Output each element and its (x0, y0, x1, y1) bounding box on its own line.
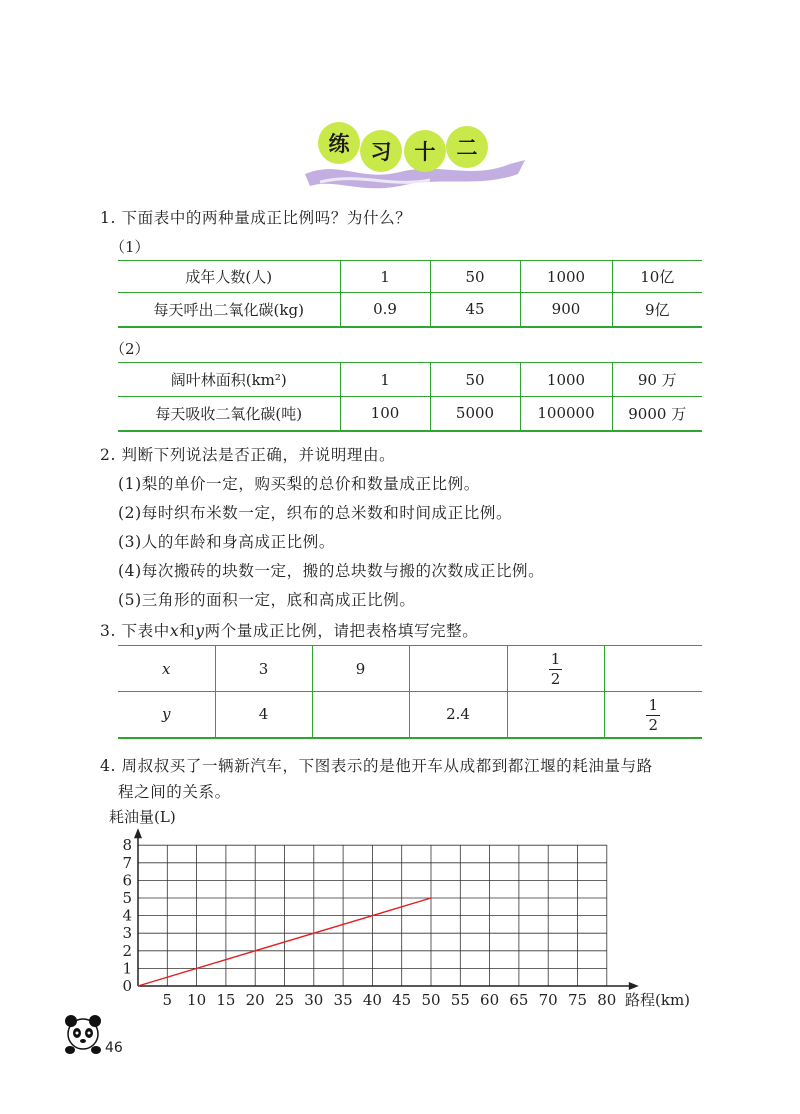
x-axis-label: 路程(km) (625, 991, 691, 1009)
table-cell (604, 692, 702, 738)
table-cell: 100 (340, 397, 430, 431)
table-cell: 900 (520, 293, 612, 327)
y-tick-label: 3 (122, 924, 132, 943)
table-cell: 4 (215, 692, 312, 738)
x-tick-label: 70 (538, 991, 558, 1009)
fraction-one-half: $\frac{1}{2}$ (550, 650, 561, 688)
table-cell: 0.9 (340, 293, 430, 327)
x-tick-label: 65 (509, 991, 529, 1009)
title-char: 练 (318, 122, 360, 164)
table-row (118, 397, 702, 431)
title-char: 十 (404, 130, 446, 172)
table-cell: 2.4 (409, 692, 507, 738)
chart-axes (134, 828, 639, 990)
fraction-one-half: $\frac{1}{2}$ (648, 695, 659, 734)
table-cell: 每天吸收二氧化碳(吨) (118, 397, 340, 431)
page-number: 46 (105, 1040, 123, 1056)
y-tick-label: 5 (122, 889, 132, 907)
table-cell (507, 692, 604, 738)
question-3-table (118, 645, 702, 739)
table-cell: 5000 (430, 397, 520, 431)
table-cell (312, 692, 409, 738)
table-cell: 1 (340, 261, 430, 293)
table-cell: 成年人数(人) (118, 261, 340, 293)
y-tick-label: 8 (122, 836, 132, 855)
question-1-table-1 (118, 260, 702, 328)
y-tick-label: 7 (122, 853, 132, 872)
x-tick-label: 75 (567, 991, 588, 1009)
title-char: 二 (446, 126, 488, 168)
x-tick-label: 60 (480, 991, 500, 1009)
y-tick-label: 1 (122, 959, 132, 978)
table-cell: 90 万 (612, 363, 702, 397)
y-axis-label: 耗油量(L) (109, 808, 176, 826)
question-2-item: (2)每时织布米数一定，织布的总米数和时间成正比例。 (118, 504, 513, 522)
question-1-table-2 (118, 362, 702, 432)
fuel-distance-chart (95, 800, 715, 1020)
x-tick-label: 80 (597, 991, 617, 1009)
table-cell (409, 646, 507, 692)
table-cell: x (118, 646, 215, 692)
table-cell (604, 646, 702, 692)
x-tick-label: 30 (304, 991, 324, 1009)
table-cell: y (118, 692, 215, 738)
table-cell: 100000 (520, 397, 612, 431)
question-1-part-2-label: （2） (110, 340, 150, 358)
question-2-item: (3)人的年龄和身高成正比例。 (118, 533, 335, 551)
table-row (118, 646, 702, 692)
table-cell: 3 (215, 646, 312, 692)
x-tick-label: 10 (187, 991, 207, 1009)
y-axis-arrow (134, 828, 142, 838)
table-cell: 1000 (520, 363, 612, 397)
question-2-text: 2. 判断下列说法是否正确，并说明理由。 (100, 446, 396, 464)
x-tick-label: 25 (274, 991, 295, 1009)
table-row (118, 261, 702, 293)
title-banner (300, 112, 530, 192)
y-tick-label: 6 (122, 871, 132, 890)
x-tick-label: 35 (333, 991, 353, 1009)
y-tick-label: 4 (122, 906, 132, 925)
table-cell: 9 (312, 646, 409, 692)
x-tick-label: 5 (162, 991, 173, 1009)
table-cell: 9000 万 (612, 397, 702, 431)
table-cell: 1000 (520, 261, 612, 293)
x-tick-label: 40 (362, 991, 382, 1009)
question-1-text: 1. 下面表中的两种量成正比例吗？为什么？ (100, 209, 412, 227)
x-tick-label: 45 (392, 991, 412, 1009)
table-row (118, 363, 702, 397)
y-tick-label: 2 (122, 941, 132, 960)
x-axis-arrow (629, 982, 639, 990)
question-3-text: 3. 下表中x和y两个量成正比例，请把表格填写完整。 (100, 622, 479, 640)
table-cell: 9亿 (612, 293, 702, 327)
table-row (118, 692, 702, 738)
question-4-text-line-1: 4. 周叔叔买了一辆新汽车，下图表示的是他开车从成都到都江堰的耗油量与路 (100, 757, 653, 775)
x-tick-label: 55 (450, 991, 470, 1009)
x-tick-label: 20 (245, 991, 265, 1009)
y-tick-label: 0 (122, 977, 132, 995)
table-cell: 10亿 (612, 261, 702, 293)
table-cell: 45 (430, 293, 520, 327)
title-char: 习 (360, 130, 402, 172)
table-cell: 阔叶林面积(km²) (118, 363, 340, 397)
table-cell: 每天呼出二氧化碳(kg) (118, 293, 340, 327)
table-cell: 50 (430, 261, 520, 293)
x-tick-label: 15 (216, 991, 236, 1009)
question-2-item: (5)三角形的面积一定，底和高成正比例。 (118, 591, 416, 609)
table-cell: 1 (340, 363, 430, 397)
question-2-item: (1)梨的单价一定，购买梨的总价和数量成正比例。 (118, 475, 480, 493)
table-cell (507, 646, 604, 692)
question-4-text-line-2: 程之间的关系。 (118, 783, 231, 801)
table-cell: 50 (430, 363, 520, 397)
question-1-part-1-label: （1） (110, 238, 150, 256)
panda-icon (62, 1012, 104, 1056)
x-tick-label: 50 (421, 991, 441, 1009)
question-2-item: (4)每次搬砖的块数一定，搬的总块数与搬的次数成正比例。 (118, 562, 545, 580)
table-row (118, 293, 702, 327)
